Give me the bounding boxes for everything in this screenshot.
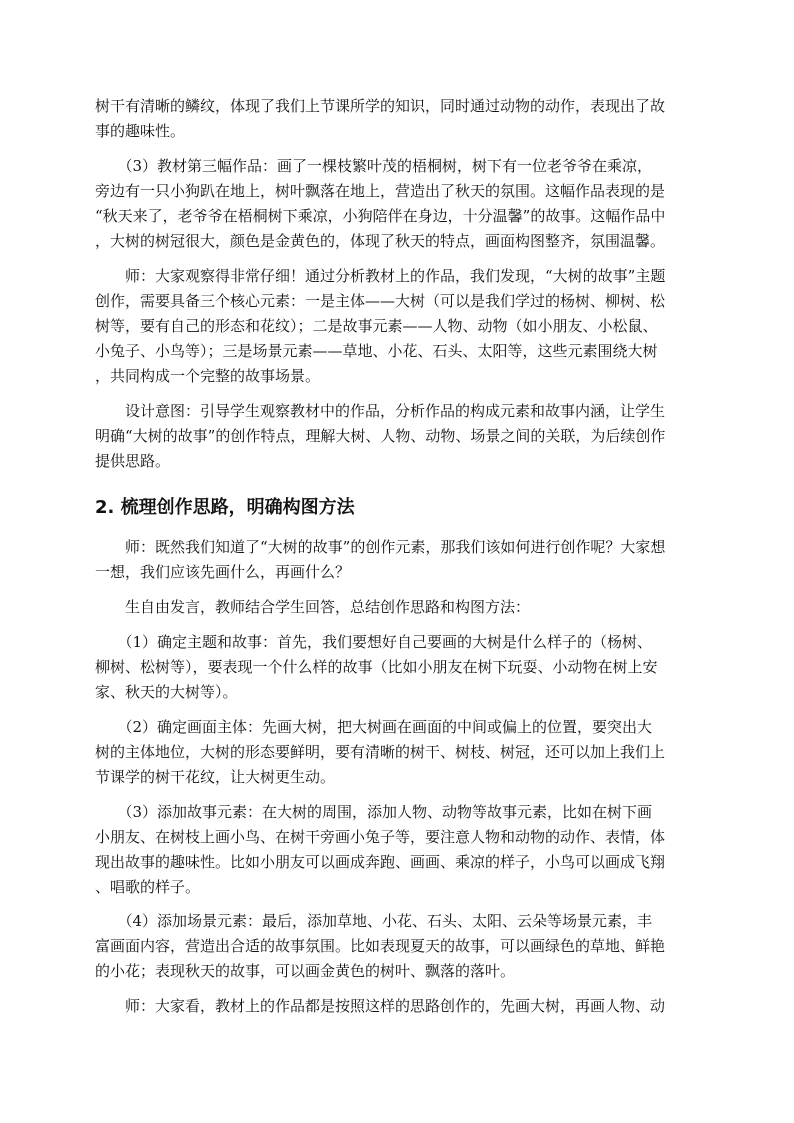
paragraph-step-3: （3）添加故事元素：在大树的周围，添加人物、动物等故事元素，比如在树下画 小朋友、在树枝上画小鸟、在树干旁画小兔子等，要注意人物和动物的动作、表情，体 现出故事的趣味性。比如小朋友可以画成奔跑、画画、乘凉的样子，小鸟可以画成飞翔 、唱歌的样子。 bbox=[95, 803, 666, 896]
paragraph-students-discuss: 生自由发言，教师结合学生回答，总结创作思路和构图方法： bbox=[95, 598, 531, 616]
paragraph-step-1: （1）确定主题和故事：首先，我们要想好自己要画的大树是什么样子的（杨树、 柳树、松树等），要表现一个什么样的故事（比如小朋友在树下玩耍、小动物在树上安 家、秋天的大树等）。 bbox=[95, 633, 658, 701]
paragraph-teacher-closing: 师：大家看，教材上的作品都是按照这样的思路创作的，先画大树，再画人物、动 bbox=[95, 997, 666, 1015]
paragraph-teacher-question: 师：既然我们知道了“大树的故事”的创作元素，那我们该如何进行创作呢？大家想 一想，我们应该先画什么，再画什么？ bbox=[95, 538, 666, 581]
paragraph-step-2: （2）确定画面主体：先画大树，把大树画在画面的中间或偏上的位置，要突出大 树的主体地位，大树的形态要鲜明，要有清晰的树干、树枝、树冠，还可以加上我们上 节课学的树干花纹，让大树更生动。 bbox=[95, 718, 666, 786]
paragraph-step-4: （4）添加场景元素：最后，添加草地、小花、石头、太阳、云朵等场景元素，丰 富画面内容，营造出合适的故事氛围。比如表现夏天的故事，可以画绿色的草地、鲜艳 的小花；表现秋天的故事，可以画金黄色的树叶、飘落的落叶。 bbox=[95, 912, 666, 980]
paragraph-design-intent: 设计意图：引导学生观察教材中的作品，分析作品的构成元素和故事内涵，让学生 明确“大树的故事”的创作特点，理解大树、人物、动物、场景之间的关联，为后续创作 提供思路。 bbox=[95, 402, 666, 470]
section-heading: 2. 梳理创作思路，明确构图方法 bbox=[95, 497, 355, 518]
paragraph-teacher-summary: 师：大家观察得非常仔细！通过分析教材上的作品，我们发现，“大树的故事”主题 创作，需要具备三个核心元素：一是主体——大树（可以是我们学过的杨树、柳树、松 树等，要有自己的形态和花纹）；二是故事元素——人物、动物（如小朋友、小松鼠、 小兔子、小鸟等）；三是场景元素——草地、小花、石头、太阳等，这些元素围绕大树 ，共同构成一个完整的故事场景。 bbox=[95, 267, 666, 385]
paragraph-tree-trunk-continued: 树干有清晰的鳞纹，体现了我们上节课所学的知识，同时通过动物的动作，表现出了故 事的趣味性。 bbox=[95, 97, 666, 140]
paragraph-third-artwork: （3）教材第三幅作品：画了一棵枝繁叶茂的梧桐树，树下有一位老爷爷在乘凉， 旁边有一只小狗趴在地上，树叶飘落在地上，营造出了秋天的氛围。这幅作品表现的是 “秋天来了，老爷爷在梧桐树下乘凉，小狗陪伴在身边，十分温馨”的故事。这幅作品中 ，大树的树冠很大，颜色是金黄色的，体现了秋天的特点，画面构图整齐，氛围温馨。 bbox=[95, 157, 666, 250]
